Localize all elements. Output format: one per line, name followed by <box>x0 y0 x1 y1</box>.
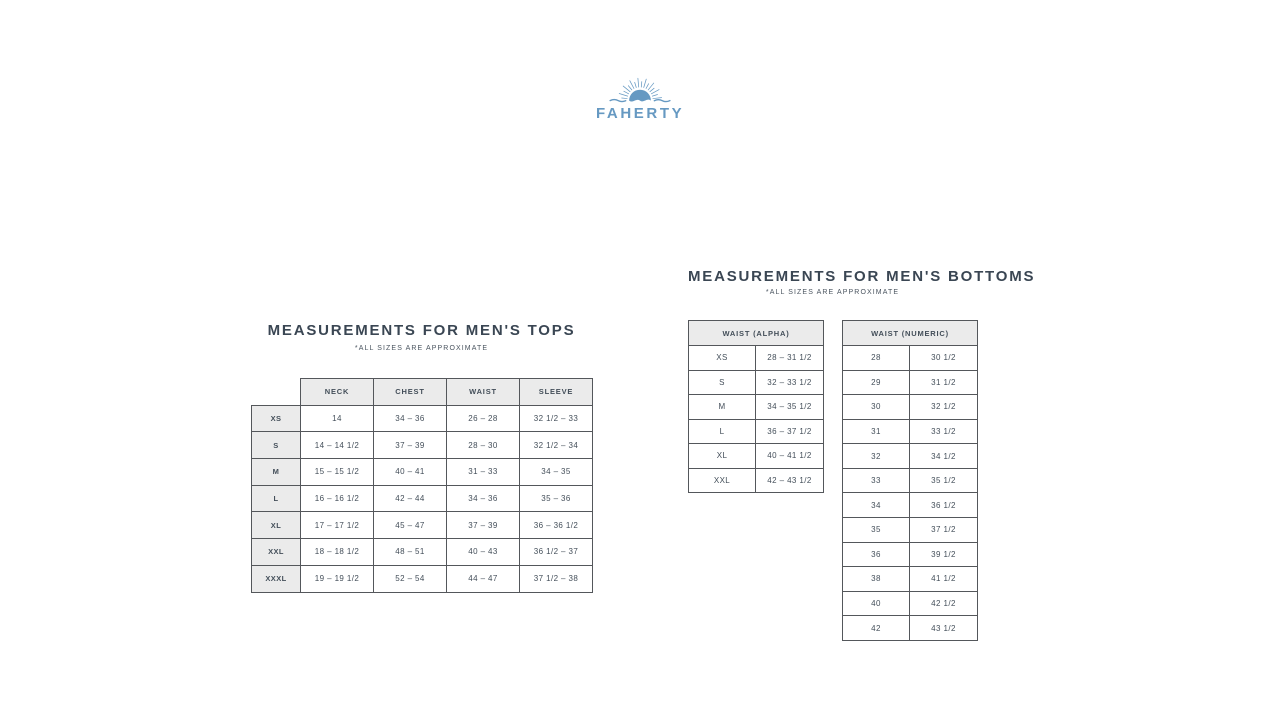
numeric-value-cell: 39 1/2 <box>910 542 978 567</box>
numeric-size-cell: 36 <box>843 542 910 567</box>
tops-cell: 52 – 54 <box>374 565 447 592</box>
numeric-size-cell: 42 <box>843 616 910 641</box>
tops-header-row <box>252 379 593 406</box>
tops-table-row <box>252 512 593 539</box>
tops-cell: 45 – 47 <box>374 512 447 539</box>
alpha-header-row <box>689 321 824 346</box>
tops-size-label: S <box>252 432 301 459</box>
numeric-table-row <box>843 346 978 371</box>
tops-cell: 28 – 30 <box>447 432 520 459</box>
numeric-value-cell: 37 1/2 <box>910 518 978 543</box>
tops-cell: 31 – 33 <box>447 459 520 486</box>
tops-cell: 36 – 36 1/2 <box>520 512 593 539</box>
numeric-size-cell: 38 <box>843 567 910 592</box>
numeric-value-cell: 32 1/2 <box>910 395 978 420</box>
numeric-value-cell: 34 1/2 <box>910 444 978 469</box>
bottoms-title: MEASUREMENTS FOR MEN'S BOTTOMS <box>688 268 1036 285</box>
tops-cell: 36 1/2 – 37 <box>520 539 593 566</box>
numeric-size-cell: 30 <box>843 395 910 420</box>
tops-size-label: XS <box>252 405 301 432</box>
numeric-table-row <box>843 468 978 493</box>
numeric-table-row <box>843 493 978 518</box>
alpha-table-row <box>689 346 824 371</box>
sun-wave-icon <box>598 70 682 104</box>
tops-cell: 34 – 36 <box>447 485 520 512</box>
tops-cell: 42 – 44 <box>374 485 447 512</box>
alpha-table-body <box>689 346 824 493</box>
faherty-logo <box>596 70 684 122</box>
alpha-table-header: WAIST (ALPHA) <box>689 321 824 346</box>
tops-table-row <box>252 405 593 432</box>
tops-col-header-sleeve: SLEEVE <box>520 379 593 406</box>
numeric-size-cell: 28 <box>843 346 910 371</box>
tops-size-label: XL <box>252 512 301 539</box>
numeric-value-cell: 31 1/2 <box>910 370 978 395</box>
numeric-value-cell: 35 1/2 <box>910 468 978 493</box>
tops-col-header-chest: CHEST <box>374 379 447 406</box>
alpha-value-cell: 40 – 41 1/2 <box>756 444 824 469</box>
numeric-table-row <box>843 518 978 543</box>
tops-size-table <box>251 378 593 593</box>
wave-left <box>610 100 626 102</box>
tops-table-row <box>252 565 593 592</box>
tops-cell: 40 – 43 <box>447 539 520 566</box>
numeric-value-cell: 43 1/2 <box>910 616 978 641</box>
tops-size-label: M <box>252 459 301 486</box>
alpha-value-cell: 28 – 31 1/2 <box>756 346 824 371</box>
tops-table-body <box>252 405 593 592</box>
alpha-size-cell: XXL <box>689 468 756 493</box>
numeric-table-row <box>843 444 978 469</box>
tops-col-header-waist: WAIST <box>447 379 520 406</box>
numeric-table-row <box>843 542 978 567</box>
tops-table-row <box>252 539 593 566</box>
tops-cell: 14 <box>301 405 374 432</box>
tops-size-label: XXXL <box>252 565 301 592</box>
alpha-value-cell: 32 – 33 1/2 <box>756 370 824 395</box>
numeric-table-header: WAIST (NUMERIC) <box>843 321 978 346</box>
tops-table-row <box>252 432 593 459</box>
numeric-size-cell: 34 <box>843 493 910 518</box>
tops-cell: 37 1/2 – 38 <box>520 565 593 592</box>
sun-shape <box>629 90 651 102</box>
numeric-table-row <box>843 419 978 444</box>
tops-cell: 34 – 36 <box>374 405 447 432</box>
alpha-value-cell: 36 – 37 1/2 <box>756 419 824 444</box>
numeric-table-body <box>843 346 978 641</box>
numeric-value-cell: 41 1/2 <box>910 567 978 592</box>
numeric-table-row <box>843 370 978 395</box>
tops-cell: 48 – 51 <box>374 539 447 566</box>
numeric-size-cell: 31 <box>843 419 910 444</box>
tops-col-header-neck: NECK <box>301 379 374 406</box>
waist-numeric-table <box>842 320 978 641</box>
alpha-size-cell: L <box>689 419 756 444</box>
numeric-table-row <box>843 591 978 616</box>
corner-cell <box>252 379 301 406</box>
numeric-size-cell: 32 <box>843 444 910 469</box>
brand-wordmark: FAHERTY <box>596 105 685 122</box>
tops-cell: 40 – 41 <box>374 459 447 486</box>
numeric-value-cell: 33 1/2 <box>910 419 978 444</box>
alpha-table-row <box>689 395 824 420</box>
alpha-table-row <box>689 419 824 444</box>
tops-cell: 14 – 14 1/2 <box>301 432 374 459</box>
numeric-size-cell: 40 <box>843 591 910 616</box>
tops-size-label: XXL <box>252 539 301 566</box>
waist-alpha-table <box>688 320 824 493</box>
numeric-table-row <box>843 395 978 420</box>
numeric-header-row <box>843 321 978 346</box>
alpha-size-cell: XL <box>689 444 756 469</box>
numeric-table-row <box>843 616 978 641</box>
alpha-table-row <box>689 370 824 395</box>
alpha-size-cell: M <box>689 395 756 420</box>
tops-cell: 34 – 35 <box>520 459 593 486</box>
tops-cell: 35 – 36 <box>520 485 593 512</box>
tops-cell: 32 1/2 – 33 <box>520 405 593 432</box>
tops-cell: 18 – 18 1/2 <box>301 539 374 566</box>
tops-section <box>251 322 592 584</box>
tops-cell: 16 – 16 1/2 <box>301 485 374 512</box>
tops-cell: 37 – 39 <box>447 512 520 539</box>
alpha-value-cell: 42 – 43 1/2 <box>756 468 824 493</box>
tops-cell: 44 – 47 <box>447 565 520 592</box>
tops-cell: 17 – 17 1/2 <box>301 512 374 539</box>
alpha-size-cell: XS <box>689 346 756 371</box>
tops-subtitle: *ALL SIZES ARE APPROXIMATE <box>354 345 489 352</box>
tops-cell: 19 – 19 1/2 <box>301 565 374 592</box>
numeric-size-cell: 29 <box>843 370 910 395</box>
numeric-value-cell: 36 1/2 <box>910 493 978 518</box>
alpha-size-cell: S <box>689 370 756 395</box>
tops-table-row <box>252 485 593 512</box>
bottoms-section <box>688 268 1036 633</box>
tops-cell: 37 – 39 <box>374 432 447 459</box>
tops-title: MEASUREMENTS FOR MEN'S TOPS <box>267 322 576 339</box>
numeric-value-cell: 42 1/2 <box>910 591 978 616</box>
tops-size-label: L <box>252 485 301 512</box>
bottoms-subtitle: *ALL SIZES ARE APPROXIMATE <box>765 289 900 296</box>
numeric-table-row <box>843 567 978 592</box>
alpha-value-cell: 34 – 35 1/2 <box>756 395 824 420</box>
alpha-table-row <box>689 468 824 493</box>
numeric-value-cell: 30 1/2 <box>910 346 978 371</box>
wave-right <box>654 100 670 102</box>
numeric-size-cell: 33 <box>843 468 910 493</box>
numeric-size-cell: 35 <box>843 518 910 543</box>
alpha-table-row <box>689 444 824 469</box>
tops-cell: 15 – 15 1/2 <box>301 459 374 486</box>
tops-cell: 32 1/2 – 34 <box>520 432 593 459</box>
tops-table-row <box>252 459 593 486</box>
tops-cell: 26 – 28 <box>447 405 520 432</box>
